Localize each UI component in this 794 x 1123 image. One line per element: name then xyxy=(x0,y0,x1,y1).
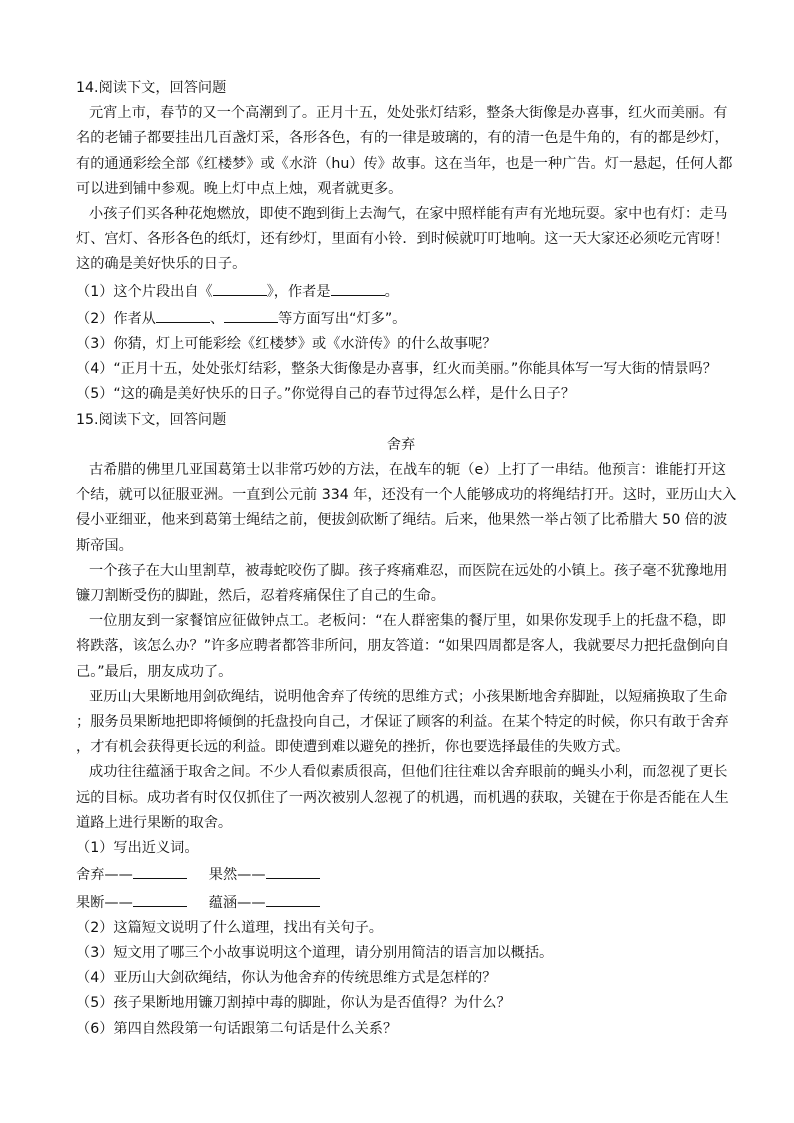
q14-passage-line: 可以进到铺中参观。晚上灯中点上烛，观者就更多。 xyxy=(76,180,403,197)
q15-passage-line: 己。”最后，朋友成功了。 xyxy=(76,663,233,680)
q14-passage-line: 有的通通彩绘全部《红楼梦》或《水浒（hu）传》故事。这在当年，也是一种广告。灯一悬起，任何人都 xyxy=(76,155,733,172)
q15-passage-line: ；服务员果断地把即将倾倒的托盘投向自己，才保证了顾客的利益。在某个特定的时候，你只有敢于舍弃 xyxy=(76,714,729,731)
q14-question-3: （3）你猜，灯上可能彩绘《红楼梦》或《水浒传》的什么故事呢？ xyxy=(76,336,497,353)
q15-passage-line: 成功往往蕴涵于取舍之间。不少人看似素质很高，但他们往往难以舍弃眼前的蝇头小利，而忽视了更长 xyxy=(89,764,728,781)
q15-passage-line: 个结，就可以征服亚洲。一直到公元前 334 年，还没有一个人能够成功的将绳结打开。这时，亚历山大入 xyxy=(76,487,737,504)
q14-passage-line: 元宵上市，春节的又一个高潮到了。正月十五，处处张灯结彩，整条大街像是办喜事，红火而美丽。有 xyxy=(89,105,728,122)
q14-question-2: （2）作者从 、 等方面写出“灯多”。 xyxy=(76,305,726,332)
q15-question-1: （1）写出近义词。 xyxy=(76,840,199,857)
q15-passage-line: 将跌落，该怎么办？”许多应聘者都答非所问，朋友答道：“如果四周都是客人，我就要尽力把托盘倒向自 xyxy=(76,638,730,655)
q15-passage-line: 古希腊的佛里几亚国葛第士以非常巧妙的方法，在战车的轭（e）上打了一串结。他预言：谁能打开这 xyxy=(89,462,726,479)
q15-question-6: （6）第四自然段第一句话跟第二句话是什么关系？ xyxy=(76,1020,398,1037)
q15-passage-line: 斯帝国。 xyxy=(76,537,133,554)
q15-passage-line: 亚历山大果断地用剑砍绳结，说明他舍弃了传统的思维方式；小孩果断地舍弃脚趾，以短痛换取了生命 xyxy=(89,688,728,705)
answer-blank[interactable] xyxy=(133,861,187,879)
q14-passage-line: 名的老铺子都要挂出几百盏灯采，各形各色，有的一律是玻璃的，有的清一色是牛角的，有的都是纱灯， xyxy=(76,130,729,147)
q15-question-2: （2）这篇短文说明了什么道理，找出有关句子。 xyxy=(76,919,383,936)
q15-question-3: （3）短文用了哪三个小故事说明这个道理，请分别用简洁的语言加以概括。 xyxy=(76,944,554,961)
q15-passage-line: 镰刀割断受伤的脚趾，然后，忍着疼痛保住了自己的生命。 xyxy=(76,588,445,605)
q15-passage-line: ，才有机会获得更长远的利益。即使遭到难以避免的挫折，你也要选择最佳的失败方式。 xyxy=(76,739,630,756)
answer-blank[interactable] xyxy=(266,861,320,879)
q15-question-5: （5）孩子果断地用镰刀割掉中毒的脚趾，你认为是否值得？为什么？ xyxy=(76,995,511,1012)
answer-blank[interactable] xyxy=(133,889,187,907)
q14-question-5: （5）“这的确是美好快乐的日子。”你觉得自己的春节过得怎么样，是什么日子？ xyxy=(76,386,576,403)
q14-question-1: （1）这个片段出自《 》，作者是 。 xyxy=(76,278,726,305)
q15-heading: 15.阅读下文，回答问题 xyxy=(76,411,227,428)
q15-passage-line: 道路上进行果断的取舍。 xyxy=(76,814,233,831)
answer-blank[interactable] xyxy=(213,278,267,296)
q14-passage-line: 小孩子们买各种花炮燃放，即使不跑到街上去淘气，在家中照样能有声有光地玩耍。家中也有灯：走马 xyxy=(89,206,728,223)
q15-passage-line: 侵小亚细亚，他来到葛第士绳结之前，便拔剑砍断了绳结。后来，他果然一举占领了比希腊大 50 倍的波 xyxy=(76,512,728,529)
q14-question-4: （4）“正月十五，处处张灯结彩，整条大街像是办喜事，红火而美丽。”你能具体写一写大街的情景吗？ xyxy=(76,361,717,378)
q15-article-title: 舍弃 xyxy=(386,436,416,453)
page-content xyxy=(76,76,737,1042)
q15-passage-line: 一位朋友到一家餐馆应征做钟点工。老板问：“在人群密集的餐厅里，如果你发现手上的托盘不稳，即 xyxy=(89,613,726,630)
answer-blank[interactable] xyxy=(224,305,278,323)
q15-question-4: （4）亚历山大剑砍绳结，你认为他舍弃的传统思维方式是怎样的？ xyxy=(76,970,497,987)
q14-heading: 14.阅读下文，回答问题 xyxy=(76,80,227,96)
q14-passage-line: 灯、宫灯、各形各色的纸灯，还有纱灯，里面有小铃．到时候就叮叮地响。这一天大家还必须吃元宵呀！ xyxy=(76,231,729,248)
synonym-row: 果断—— 蕴涵—— xyxy=(76,889,726,916)
q14-passage-line: 这的确是美好快乐的日子。 xyxy=(76,256,247,273)
q15-passage-line: 远的目标。成功者有时仅仅抓住了一两次被别人忽视了的机遇，而机遇的获取，关键在于你是否能在人生 xyxy=(76,789,729,806)
answer-blank[interactable] xyxy=(331,278,385,296)
answer-blank[interactable] xyxy=(266,889,320,907)
answer-blank[interactable] xyxy=(156,305,210,323)
q15-passage-line: 一个孩子在大山里割草，被毒蛇咬伤了脚。孩子疼痛难忍，而医院在远处的小镇上。孩子毫不犹豫地用 xyxy=(89,562,728,579)
synonym-row: 舍弃—— 果然—— xyxy=(76,861,726,888)
